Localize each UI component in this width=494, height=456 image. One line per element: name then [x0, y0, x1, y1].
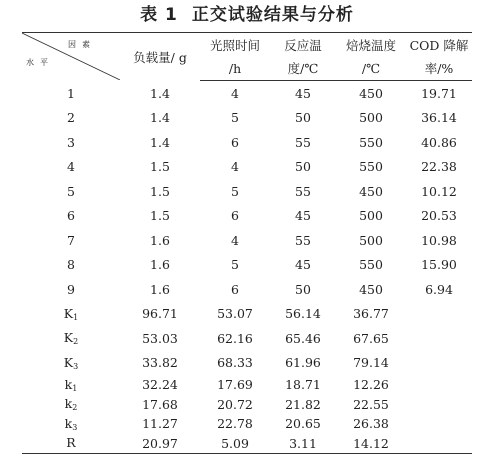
analysis-label-cell [22, 351, 120, 376]
table-cell: 1.6 [150, 281, 170, 297]
table-cell: 550 [359, 257, 383, 273]
analysis-value-cell: 79.14 [353, 355, 389, 371]
analysis-row [22, 395, 472, 415]
analysis-label: K [63, 354, 74, 370]
table-row [22, 204, 472, 229]
analysis-label: R [66, 435, 76, 451]
corner-header-cell [22, 33, 120, 81]
analysis-row [22, 434, 472, 454]
table-title: 正交试验结果与分析 [191, 5, 354, 25]
analysis-label-cell [22, 395, 120, 415]
analysis-value-cell: 26.38 [353, 416, 389, 432]
table-cell: 4 [231, 85, 239, 101]
orthogonal-test-table [22, 32, 472, 454]
analysis-label-cell [22, 326, 120, 351]
table-cell: 45 [295, 85, 311, 101]
analysis-value-cell: 5.09 [200, 434, 270, 454]
table-cell: 550 [359, 134, 383, 150]
table-cell: 6 [231, 208, 239, 224]
table-cell: 1.4 [150, 85, 170, 101]
row-number-cell: 8 [67, 257, 75, 273]
corner-level-label: 水平 [26, 58, 54, 67]
analysis-row [22, 302, 472, 327]
table-cell: 6 [231, 134, 239, 150]
analysis-value-cell: 17.68 [142, 396, 178, 412]
header-calcination-temp-line1: 焙烧温度 [336, 33, 406, 57]
analysis-label-subscript: 3 [72, 422, 78, 432]
table-cell: 500 [359, 208, 383, 224]
empty-cell [406, 395, 472, 415]
table-row [22, 277, 472, 302]
table-cell: 4 [231, 232, 239, 248]
header-illumination-line2: /h [200, 56, 270, 81]
row-number-cell: 5 [67, 183, 75, 199]
analysis-row [22, 375, 472, 395]
analysis-value-cell: 17.69 [217, 377, 253, 393]
analysis-label-cell [22, 375, 120, 395]
row-number-cell: 1 [67, 85, 75, 101]
table-cell: 6 [231, 281, 239, 297]
empty-cell [406, 375, 472, 395]
analysis-value-cell: 21.82 [285, 396, 321, 412]
analysis-value-cell: 20.65 [285, 416, 321, 432]
table-cell: 10.98 [421, 232, 457, 248]
analysis-row [22, 326, 472, 351]
header-calcination-temp-line2: /℃ [336, 56, 406, 81]
row-number-cell: 6 [67, 208, 75, 224]
row-number-cell: 9 [67, 281, 75, 297]
empty-cell [406, 302, 472, 327]
table-cell: 50 [295, 159, 311, 175]
analysis-value-cell: 11.27 [142, 416, 178, 432]
analysis-value-cell: 22.78 [217, 416, 253, 432]
table-body [22, 81, 472, 454]
table-cell: 50 [295, 281, 311, 297]
analysis-label-cell [22, 302, 120, 327]
header-reaction-temp-line2: 度/℃ [270, 56, 336, 81]
analysis-label: k [64, 415, 73, 431]
table-cell: 5 [231, 257, 239, 273]
header-load: 负载量/ g [120, 33, 200, 81]
table-cell: 15.90 [421, 257, 457, 273]
table-cell: 500 [359, 110, 383, 126]
analysis-row [22, 351, 472, 376]
table-row [22, 155, 472, 180]
table-cell: 1.6 [150, 257, 170, 273]
table-cell: 1.5 [150, 208, 170, 224]
table-cell: 20.53 [421, 208, 457, 224]
analysis-value-cell: 67.65 [353, 330, 389, 346]
analysis-value-cell: 36.77 [353, 306, 389, 322]
analysis-value-cell: 22.55 [353, 396, 389, 412]
row-number-cell: 3 [67, 134, 75, 150]
table-row [22, 228, 472, 253]
analysis-label: K [63, 330, 74, 346]
header-reaction-temp-line1: 反应温 [270, 33, 336, 57]
analysis-value-cell: 12.26 [353, 377, 389, 393]
analysis-value-cell: 96.71 [142, 306, 178, 322]
analysis-label-cell [22, 414, 120, 434]
table-cell: 5 [231, 183, 239, 199]
table-cell: 36.14 [421, 110, 457, 126]
table-cell: 55 [295, 134, 311, 150]
table-row [22, 81, 472, 106]
analysis-value-cell: 61.96 [285, 355, 321, 371]
table-cell: 50 [295, 110, 311, 126]
table-cell: 6.94 [425, 281, 453, 297]
header-illumination-line1: 光照时间 [200, 33, 270, 57]
table-cell: 1.4 [150, 110, 170, 126]
table-cell: 19.71 [421, 85, 457, 101]
table-cell: 1.5 [150, 183, 170, 199]
empty-cell [406, 414, 472, 434]
analysis-value-cell: 18.71 [285, 377, 321, 393]
analysis-label: k [64, 376, 73, 392]
header-cod-line1: COD 降解 [406, 33, 472, 57]
table-cell: 1.6 [150, 232, 170, 248]
row-number-cell: 4 [67, 159, 75, 175]
analysis-label: k [64, 396, 73, 412]
table-cell: 22.38 [421, 159, 457, 175]
header-cod-line2: 率/% [406, 56, 472, 81]
analysis-value-cell: 20.97 [120, 434, 200, 454]
table-cell: 1.4 [150, 134, 170, 150]
analysis-label-subscript: 1 [72, 383, 78, 393]
table-cell: 4 [231, 159, 239, 175]
analysis-value-cell: 68.33 [217, 355, 253, 371]
analysis-label-subscript: 2 [72, 403, 78, 413]
table-cell: 10.12 [421, 183, 457, 199]
table-cell: 500 [359, 232, 383, 248]
analysis-value-cell: 65.46 [285, 330, 321, 346]
table-cell: 55 [295, 183, 311, 199]
analysis-value-cell: 14.12 [336, 434, 406, 454]
table-caption [0, 4, 494, 26]
corner-factor-label: 因素 [68, 40, 96, 49]
analysis-label: K [63, 305, 74, 321]
analysis-value-cell: 62.16 [217, 330, 253, 346]
analysis-value-cell: 53.03 [142, 330, 178, 346]
analysis-label-subscript: 3 [73, 361, 79, 371]
table-cell: 450 [359, 85, 383, 101]
analysis-value-cell: 20.72 [217, 396, 253, 412]
table-cell: 550 [359, 159, 383, 175]
table-cell: 450 [359, 281, 383, 297]
analysis-label-cell [22, 434, 120, 454]
empty-cell [406, 351, 472, 376]
table-cell: 45 [295, 257, 311, 273]
table-cell: 1.5 [150, 159, 170, 175]
analysis-value-cell: 33.82 [142, 355, 178, 371]
table-cell: 45 [295, 208, 311, 224]
table-cell: 55 [295, 232, 311, 248]
table-cell: 40.86 [421, 134, 457, 150]
table-row [22, 130, 472, 155]
empty-cell [406, 326, 472, 351]
analysis-label-subscript: 2 [73, 337, 79, 347]
analysis-row [22, 414, 472, 434]
row-number-cell: 2 [67, 110, 75, 126]
table-cell: 450 [359, 183, 383, 199]
analysis-value-cell: 32.24 [142, 377, 178, 393]
analysis-value-cell: 3.11 [270, 434, 336, 454]
table-cell: 5 [231, 110, 239, 126]
analysis-value-cell: 56.14 [285, 306, 321, 322]
table-row [22, 179, 472, 204]
empty-cell [406, 434, 472, 454]
analysis-label-subscript: 1 [73, 312, 79, 322]
analysis-value-cell: 53.07 [217, 306, 253, 322]
table-number: 表 1 [140, 5, 178, 25]
table-row [22, 106, 472, 131]
table-row [22, 253, 472, 278]
row-number-cell: 7 [67, 232, 75, 248]
